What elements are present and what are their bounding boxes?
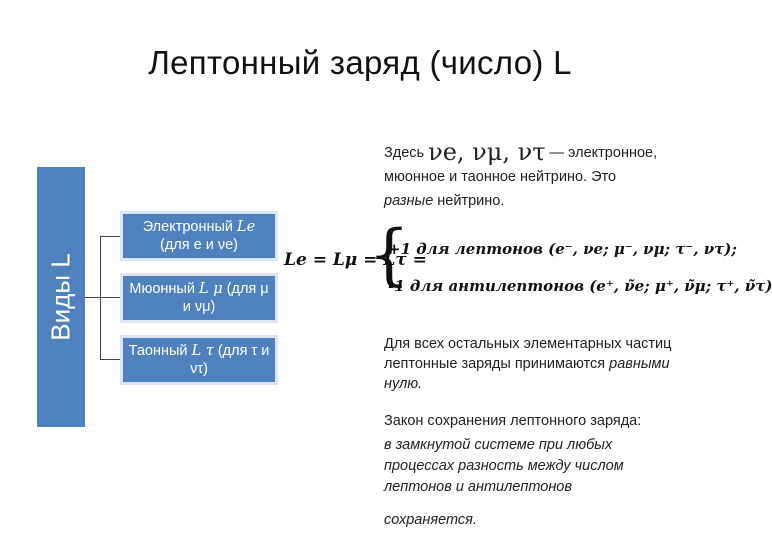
connector-line [100, 236, 101, 360]
box-electronic-label: Электронный [142, 219, 238, 235]
side-label: Виды L [45, 253, 76, 341]
brace-symbol: { [368, 216, 410, 293]
box-muon [120, 273, 278, 323]
box-tau [120, 335, 278, 385]
box-muon-note: (для μ и νμ) [182, 281, 269, 315]
box-electronic-symbol: Le [237, 219, 256, 235]
note-emphasis: разные [384, 193, 434, 209]
note-prefix: Здесь [384, 145, 425, 161]
law-heading: Закон сохранения лептонного заряда: [384, 413, 642, 429]
lepton-charge-formula: Le = Lμ = Lτ = [284, 250, 427, 270]
connector-line [100, 359, 120, 360]
others-emphasis: равными нулю. [384, 356, 670, 392]
case-leptons: +1 для лептонов (e⁻, νe; μ⁻, νμ; τ⁻, ντ); [388, 240, 737, 258]
others-text: Для всех остальных элементарных частиц лептонные заряды принимаются [384, 336, 672, 372]
box-tau-symbol: L τ [191, 343, 214, 359]
page-title: Лептонный заряд (число) L [148, 44, 572, 81]
box-tau-label: Таонный [128, 343, 192, 359]
neutrino-note [384, 140, 704, 213]
note-line2: мюонное и таонное нейтрино. Это [384, 169, 617, 185]
law-end: сохраняется. [384, 512, 477, 528]
box-tau-note: (для τ и ντ) [190, 343, 270, 377]
note-line3: нейтрино. [433, 193, 505, 209]
connector-line [85, 297, 100, 298]
box-muon-symbol: L μ [198, 281, 223, 297]
box-electronic [120, 211, 278, 261]
box-electronic-note: (для e и νe) [160, 237, 238, 253]
side-label-bar [37, 167, 85, 427]
connector-line [100, 297, 120, 298]
note-suffix: — электронное, [545, 145, 658, 161]
case-antileptons: -1 для антилептонов (e⁺, ν̃e; μ⁺, ν̃μ; τ⁺, ν̃τ) [388, 277, 772, 295]
connector-line [100, 236, 120, 237]
box-muon-label: Мюонный [129, 281, 199, 297]
others-paragraph [384, 334, 684, 394]
neutrino-symbols: νe, νμ, ντ [428, 138, 546, 166]
law-body: в замкнутой системе при любых процессах разность между числом лептонов и антилептонов [384, 437, 624, 495]
